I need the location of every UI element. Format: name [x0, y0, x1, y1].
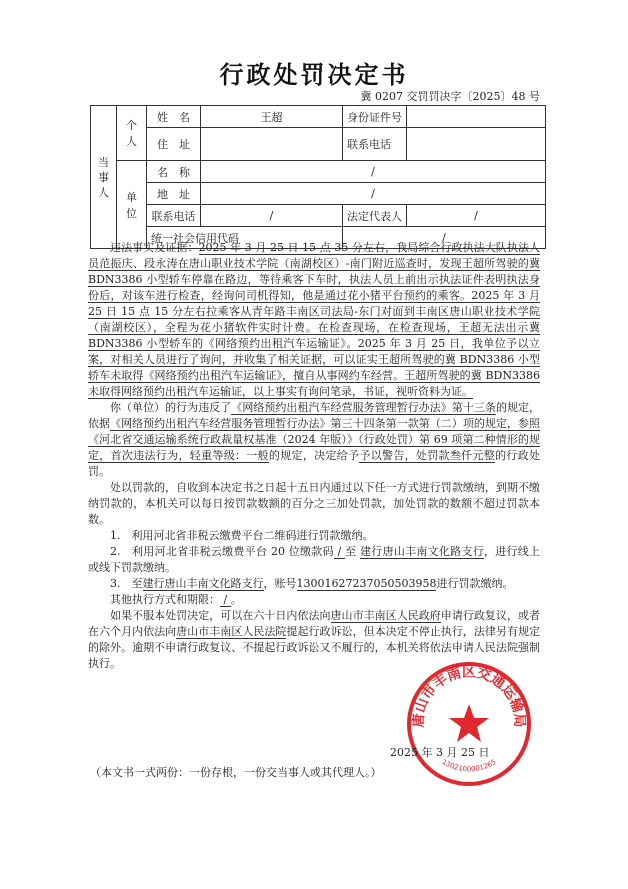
unit-phone-value: / [201, 205, 343, 227]
unit-name-label: 名 称 [147, 161, 201, 183]
facts-paragraph [88, 240, 540, 400]
method3-end: 进行罚款缴纳。 [436, 577, 514, 590]
penalty-basis: 《网络预约出租汽车经营服务管理暂行办法》第三十四条第一款第（二）项的规定，参照《河北省交通运输系统行政裁量权基准（2024 年版）》（行政处罚）第 69 项第二种情形的规定，首次违法行为，轻重等级：一般 [88, 417, 541, 462]
payment-code: / [333, 545, 346, 558]
phone-value [407, 128, 546, 161]
legal-rep-value: / [407, 205, 546, 227]
payment-intro: 处以罚款的，自收到本决定书之日起十五日内通过以下任一方式进行罚款缴纳，到期不缴纳罚款的，本机关可以每日按罚款数额的百分之三加处罚款，加处罚款的数额不超过罚款本数。 [88, 481, 540, 526]
appeal-government: 唐山市丰南区人民政府 [330, 609, 441, 622]
address-label: 住 址 [147, 128, 201, 161]
party-info-table [90, 105, 546, 249]
credit-code-value: / [343, 227, 546, 249]
address-value [201, 128, 343, 161]
document-title: 行政处罚决定书 [219, 60, 409, 89]
method3-text: 3. 至 [110, 577, 143, 590]
appeal-court: 唐山市丰南区人民法院 [176, 625, 287, 638]
violated-law: 《网络预约出租汽车经营服务管理暂行办法》第十三条 [231, 401, 496, 414]
other-method-label: 其他执行方式和期限： [110, 593, 220, 606]
decision-body [88, 240, 540, 672]
unit-name-value: / [201, 161, 546, 183]
other-method-value: / [220, 593, 231, 606]
appeal-text-3: 提起行政诉讼，但本决定不停止执行，法律另有规定的除外。逾期不申请行政复议、不提起行政诉讼又不履行的，本机关将依法申请人民法院强制执行。 [88, 625, 541, 670]
decision-date: 2025 年 3 月 25 日 [390, 746, 490, 759]
unit-label: 单位 [117, 161, 147, 249]
method2-bank: 建行唐山丰南文化路支行 [360, 545, 484, 558]
seal-star [449, 704, 489, 742]
phone-label: 联系电话 [343, 128, 407, 161]
unit-address-value: / [201, 183, 546, 205]
id-label: 身份证件号 [343, 106, 407, 128]
id-value [407, 106, 546, 128]
name-value: 王超 [201, 106, 343, 128]
payment-method-1: 1. 利用河北省非税云缴费平台二维码进行罚款缴纳。 [110, 529, 374, 542]
violation-paragraph [88, 400, 540, 480]
penalty-text: 予以警告，处罚款叁仟元整 [359, 449, 496, 462]
seal-code: 1302100001265 [440, 757, 498, 774]
violation-intro: 你（单位）的行为违反了 [110, 401, 232, 414]
violation-basis-intro: 的规定，依据 [88, 401, 541, 430]
official-seal [405, 660, 533, 788]
method2-to: 至 [345, 545, 357, 558]
individual-label: 个人 [117, 106, 147, 161]
credit-code-label: 统一社会信用代码 [147, 227, 343, 249]
method2-end: ，进行线上或线下罚款缴纳。 [88, 545, 541, 574]
legal-rep-label: 法定代表人 [343, 205, 407, 227]
name-label: 姓 名 [147, 106, 201, 128]
footer-note: （本文书一式两份：一份存根，一份交当事人或其代理人。） [90, 766, 382, 779]
appeal-text-2: 申请行政复议，或者在六个月内依法向 [88, 609, 541, 638]
method3-account-label: ，账号 [263, 577, 297, 590]
unit-address-label: 地 址 [147, 183, 201, 205]
payment-method-2 [88, 544, 540, 576]
payment-method-3 [88, 576, 540, 592]
facts-text: 2025 年 3 月 25 日 15 点 35 分左右，我局综合行政执法大队执法人员范振庆、段永涛在唐山职业技术学院（南湖校区）-南门附近巡查时，发现王超所驾驶的冀 BDN3386 小型轿车停靠在路边，等待乘客下车时，执法人员上前出示执法证件表明执法身份后，对该车进行检查，经询问司机得知，他是通过花小猪平台预约的乘客。2025 年 3 月 25 日 15 点 15 分左右拉乘客从青年路丰南区司法局-东门对面到丰南区唐山职业技术学院（南湖校区），全程为花小猪软件实时计费。在检查现场，在检查现场，王超无法出示冀 BDN3386 小型轿车的《网络预约出租汽车运输证》。2025 年 3 月 25 日，我单位予以立案，对相关人员进行了询问，并收集了相关证据，可以证实王超所驾驶的冀 BDN3386 小型轿车未取得《网络预约出租汽车运输证》，擅自从事网约车经营。王超所驾驶的冀 BDN3386 未取得网络预约出租汽车运输证，以上事实有询问笔录，书证，视听资料为证。 [88, 241, 541, 398]
other-method-end: 。 [230, 593, 242, 606]
document-number: 冀 0207 交罚罚决字〔2025〕48 号 [360, 90, 540, 103]
unit-phone-label: 联系电话 [147, 205, 201, 227]
facts-lead: 违法事实及证据： [110, 241, 199, 254]
appeal-text-1: 如果不服本处罚决定，可以在六十日内依法向 [110, 609, 331, 622]
account-number: 13001627237050503958 [296, 577, 437, 590]
method2-text: 2. 利用河北省非税云缴费平台 20 位缴款码 [110, 545, 334, 558]
violation-decision: 的规定，决定给予 [268, 449, 360, 462]
method3-bank: 建行唐山丰南文化路支行 [142, 577, 264, 590]
seal-text: 唐山市丰南区交通运输局 [410, 664, 528, 728]
other-method [88, 592, 540, 608]
party-label: 当事人 [91, 106, 117, 249]
violation-end: 的行政处罚。 [88, 449, 541, 478]
